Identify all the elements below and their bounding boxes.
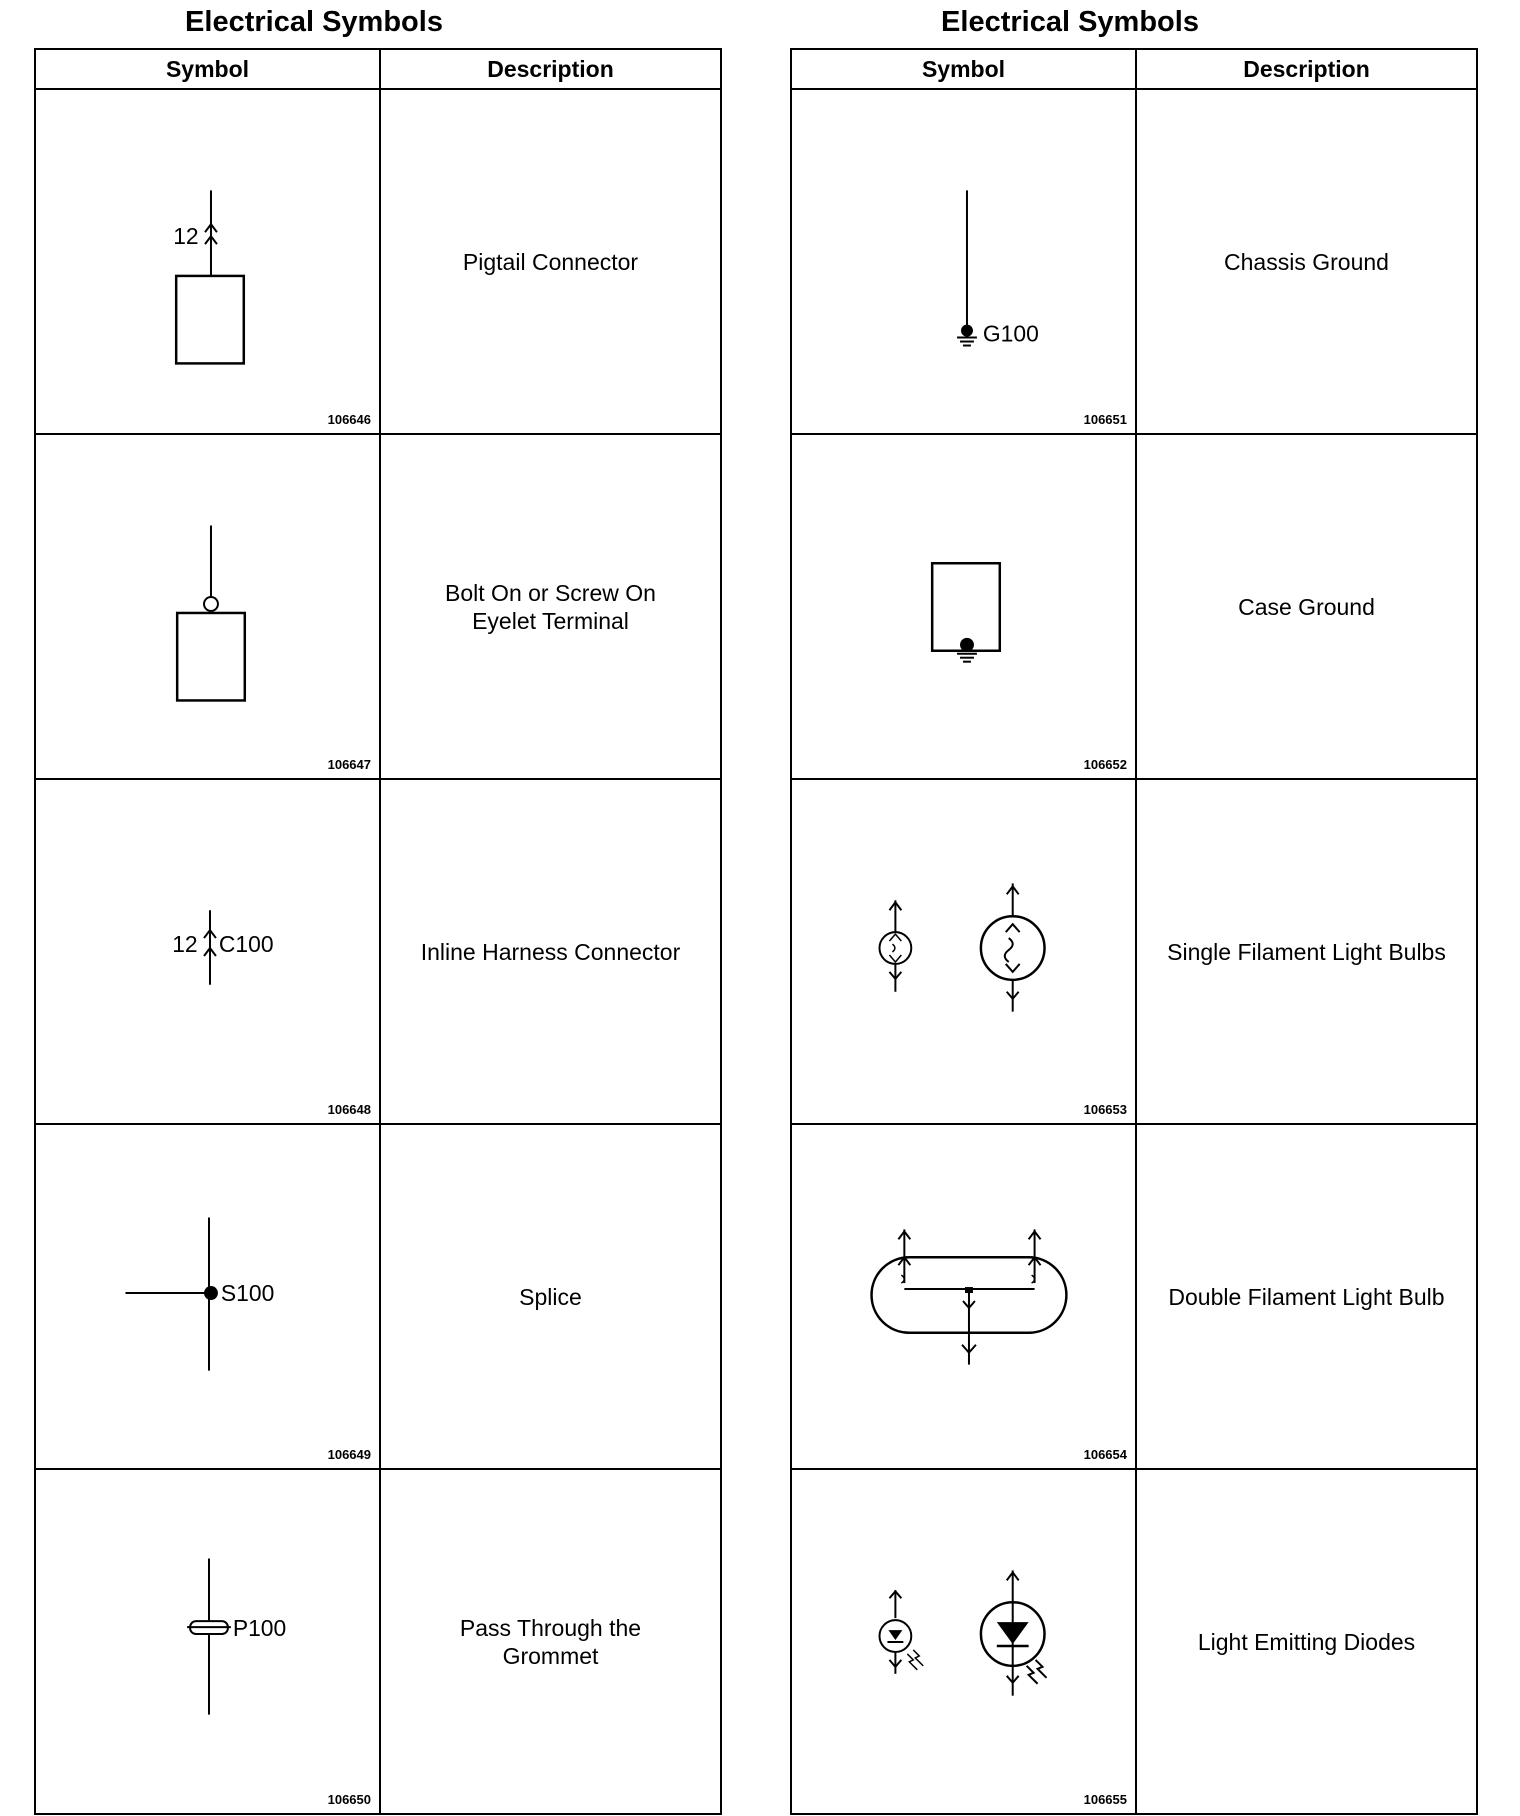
connector-id-label: C100 — [218, 930, 274, 957]
figure-number: 106651 — [1083, 412, 1127, 427]
splice-icon — [36, 1125, 379, 1468]
pigtail-connector-icon — [36, 90, 379, 433]
description-column-header: Description — [380, 49, 721, 89]
light-emitting-diodes-symbol — [791, 1469, 1136, 1814]
inline-connector-icon — [36, 780, 379, 1123]
symbol-description: Light Emitting Diodes — [1136, 1469, 1477, 1814]
table-row — [35, 1469, 721, 1814]
table-row — [35, 89, 721, 434]
left-table-title: Electrical Symbols — [185, 6, 443, 38]
pin-number-label: 12 — [172, 930, 198, 957]
symbol-description: Bolt On or Screw On Eyelet Terminal — [380, 434, 721, 779]
chassis-ground-symbol — [791, 89, 1136, 434]
led-icon — [792, 1470, 1135, 1813]
case-ground-symbol — [791, 434, 1136, 779]
figure-number: 106654 — [1083, 1447, 1127, 1462]
table-header-row — [35, 49, 721, 89]
figure-number: 106647 — [327, 757, 371, 772]
figure-number: 106653 — [1083, 1102, 1127, 1117]
chassis-ground-icon — [792, 90, 1135, 433]
ground-id-label: G100 — [982, 320, 1039, 347]
table-row — [791, 1124, 1477, 1469]
pigtail-connector-symbol — [35, 89, 380, 434]
eyelet-terminal-symbol — [35, 434, 380, 779]
symbol-description: Splice — [380, 1124, 721, 1469]
table-row — [791, 434, 1477, 779]
figure-number: 106655 — [1083, 1792, 1127, 1807]
grommet-icon — [36, 1470, 379, 1813]
symbol-description: Single Filament Light Bulbs — [1136, 779, 1477, 1124]
single-filament-bulbs-symbol — [791, 779, 1136, 1124]
table-row — [35, 434, 721, 779]
figure-number: 106652 — [1083, 757, 1127, 772]
inline-harness-connector-symbol — [35, 779, 380, 1124]
grommet-id-label: P100 — [232, 1615, 287, 1642]
figure-number: 106650 — [327, 1792, 371, 1807]
figure-number: 106646 — [327, 412, 371, 427]
eyelet-terminal-icon — [36, 435, 379, 778]
description-column-header: Description — [1136, 49, 1477, 89]
symbol-column-header: Symbol — [791, 49, 1136, 89]
splice-id-label: S100 — [220, 1279, 275, 1306]
table-row — [35, 779, 721, 1124]
left-symbols-table — [34, 48, 722, 1815]
symbol-description: Chassis Ground — [1136, 89, 1477, 434]
symbol-column-header: Symbol — [35, 49, 380, 89]
figure-number: 106648 — [327, 1102, 371, 1117]
table-row — [791, 779, 1477, 1124]
right-symbols-table — [790, 48, 1478, 1815]
table-row — [791, 89, 1477, 434]
double-filament-bulb-icon — [792, 1125, 1135, 1468]
table-row — [791, 1469, 1477, 1814]
symbol-description: Inline Harness Connector — [380, 779, 721, 1124]
grommet-symbol — [35, 1469, 380, 1814]
figure-number: 106649 — [327, 1447, 371, 1462]
symbol-description: Case Ground — [1136, 434, 1477, 779]
single-filament-bulb-icon — [792, 780, 1135, 1123]
splice-symbol — [35, 1124, 380, 1469]
right-table-title: Electrical Symbols — [941, 6, 1199, 38]
symbol-description: Double Filament Light Bulb — [1136, 1124, 1477, 1469]
symbol-description: Pigtail Connector — [380, 89, 721, 434]
case-ground-icon — [792, 435, 1135, 778]
pin-number-label: 12 — [173, 223, 199, 250]
table-row — [35, 1124, 721, 1469]
symbol-description: Pass Through the Grommet — [380, 1469, 721, 1814]
double-filament-bulb-symbol — [791, 1124, 1136, 1469]
table-header-row — [791, 49, 1477, 89]
